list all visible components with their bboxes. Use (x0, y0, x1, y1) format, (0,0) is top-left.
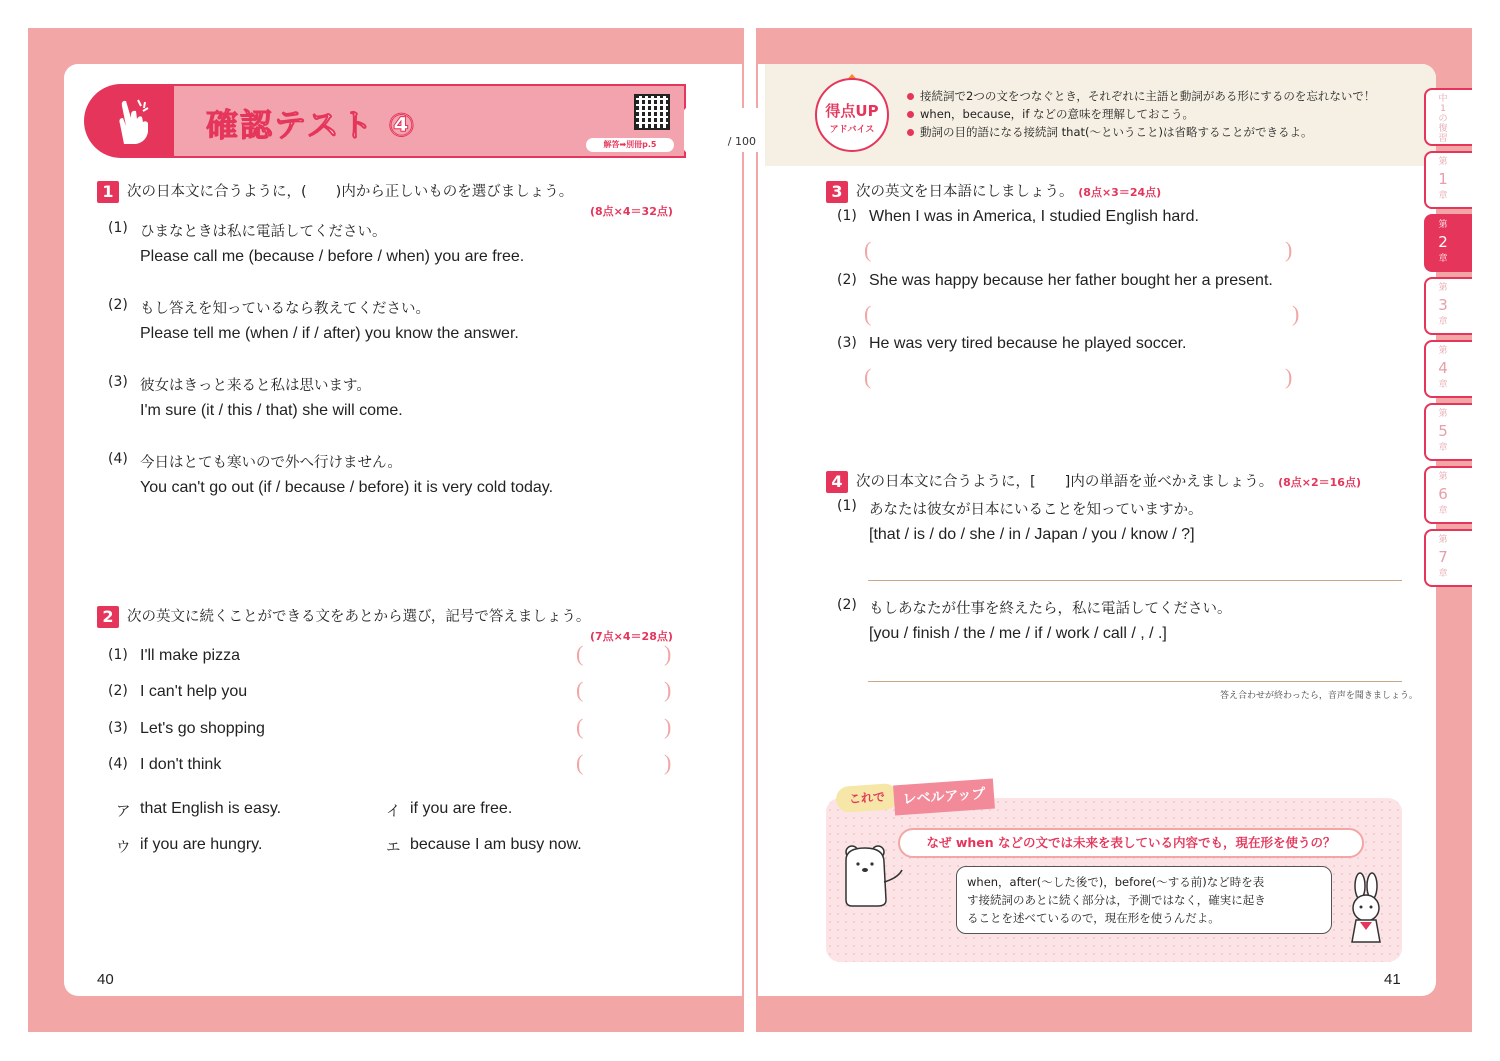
q2-item-number: (3) (108, 720, 128, 736)
q2-header (97, 605, 590, 628)
answer-reference: 解答➡別冊p.5 (586, 138, 674, 152)
answer-paren-open: ( (864, 237, 872, 262)
q4-points: (8点×2＝16点) (1278, 476, 1361, 489)
choice-key: エ (386, 840, 401, 856)
advice-badge-title: 得点UP (825, 102, 879, 120)
q2-item-number: (4) (108, 756, 128, 772)
q4-instruction: 次の日本文に合うように，[ ]内の単語を並べかえましょう。 (856, 474, 1274, 490)
bullet-icon (907, 111, 914, 118)
chapter-tab-7[interactable]: 第 7 章 (1424, 529, 1472, 587)
answer-paren-close: ) (664, 714, 672, 739)
q2-item-english: I'll make pizza (140, 647, 240, 664)
answer-paren-close: ) (664, 750, 672, 775)
pointing-hand-icon (84, 84, 180, 158)
choice-text: because I am busy now. (410, 836, 582, 853)
q1-points: (8点×4＝32点) (590, 205, 673, 218)
q3-item-number: (2) (837, 272, 857, 288)
advice-line: 動詞の目的語になる接続詞 that(～ということ)は省略することができるよ。 (907, 124, 1312, 140)
page-number-right: 41 (1384, 971, 1401, 988)
page-title: 確認テスト ④ (206, 106, 417, 144)
q1-item-english: I'm sure (it / this / that) she will come. (140, 402, 403, 419)
answer-line[interactable] (868, 580, 1402, 581)
q1-header (97, 180, 573, 203)
q1-instruction: 次の日本文に合うように，( )内から正しいものを選びましょう。 (127, 184, 574, 200)
answer-paren-close: ) (1285, 364, 1293, 389)
q4-item-japanese: あなたは彼女が日本にいることを知っていますか。 (869, 502, 1203, 518)
advice-badge-subtitle: アドバイス (829, 125, 875, 135)
q1-item-number: (4) (108, 451, 128, 467)
q3-points: (8点×3＝24点) (1078, 186, 1162, 199)
q4-number: 4 (826, 471, 848, 493)
q1-item-english: You can't go out (if / because / before) it is very cold today. (140, 479, 554, 496)
chapter-tab-1[interactable]: 第 1 章 (1424, 151, 1472, 209)
chapter-tab-2[interactable]: 第 2 章 (1424, 214, 1472, 272)
answer-paren-open: ( (864, 364, 872, 389)
q3-item-english: When I was in America, I studied English hard. (869, 208, 1199, 225)
q4-item-japanese: もしあなたが仕事を終えたら，私に電話してください。 (869, 601, 1232, 617)
q4-item-words: [that / is / do / she / in / Japan / you / know / ?] (869, 526, 1195, 543)
q4-item-number: (2) (837, 597, 857, 613)
q3-header (826, 180, 1161, 203)
advice-box (765, 64, 1436, 166)
choice-text: if you are hungry. (140, 836, 263, 853)
answer-paren-close: ) (1285, 237, 1293, 262)
q4-header (826, 470, 1361, 493)
chapter-tab-6[interactable]: 第 6 章 (1424, 466, 1472, 524)
levelup-question: なぜ when などの文では未来を表している内容でも，現在形を使うの？ (898, 828, 1364, 858)
page-number-left: 40 (97, 971, 114, 988)
q4-item-words: [you / finish / the / me / if / work / call / , / .] (869, 625, 1167, 642)
choice-text: that English is easy. (140, 800, 282, 817)
q2-number: 2 (97, 606, 119, 628)
q2-item-english: Let's go shopping (140, 720, 265, 737)
q4-item-number: (1) (837, 498, 857, 514)
q2-points: (7点×4＝28点) (590, 630, 673, 643)
levelup-tag: これで (835, 783, 899, 813)
q3-item-english: He was very tired because he played soccer. (869, 335, 1187, 352)
answer-paren-close: ) (664, 641, 672, 666)
choice-text: if you are free. (410, 800, 513, 817)
chapter-tab-3[interactable]: 第 3 章 (1424, 277, 1472, 335)
levelup-title: レベルアップ (893, 779, 995, 816)
qr-code-icon[interactable] (634, 94, 670, 130)
q3-item-number: (3) (837, 335, 857, 351)
q1-number: 1 (97, 181, 119, 203)
audio-note: 答え合わせが終わったら，音声を聞きましょう。 (1220, 691, 1418, 701)
q3-instruction: 次の英文を日本語にしましょう。 (856, 184, 1074, 200)
score-box (684, 108, 762, 152)
advice-line: when，because，if などの意味を理解しておこう。 (907, 106, 1194, 122)
chapter-tab-review[interactable]: 中1の復習 (1424, 88, 1472, 146)
choice-key: ア (116, 804, 131, 820)
q2-item-english: I don't think (140, 756, 222, 773)
q1-item-japanese: もし答えを知っているなら教えてください。 (140, 301, 430, 317)
q3-item-english: She was happy because her father bought her a present. (869, 272, 1273, 289)
rabbit-icon (1340, 872, 1392, 948)
chapter-tab-4[interactable]: 第 4 章 (1424, 340, 1472, 398)
title-banner (84, 84, 756, 158)
answer-paren-open: ( (576, 641, 584, 666)
score-total: / 100 (727, 135, 756, 148)
answer-paren-open: ( (864, 301, 872, 326)
choice-key: イ (386, 804, 401, 820)
levelup-answer: when，after(～した後で)，before(～する前)など時を表 す接続詞のあとに続く部分は，予測ではなく，確実に起き ることを述べているので，現在形を使うんだよ。 (956, 866, 1332, 934)
target-score-label: 目標 (686, 95, 705, 105)
q1-item-japanese: 今日はとても寒いので外へ行けません。 (140, 455, 402, 471)
q1-item-english: Please call me (because / before / when) you are free. (140, 248, 525, 265)
answer-paren-open: ( (576, 714, 584, 739)
q2-instruction: 次の英文に続くことができる文をあとから選び，記号で答えましょう。 (127, 609, 591, 625)
q1-item-japanese: ひまなときは私に電話してください。 (140, 224, 387, 240)
answer-paren-close: ) (1292, 301, 1300, 326)
q3-item-number: (1) (837, 208, 857, 224)
bullet-icon (907, 129, 914, 136)
q1-item-number: (3) (108, 374, 128, 390)
answer-paren-close: ) (664, 677, 672, 702)
advice-badge (815, 78, 889, 152)
bear-icon (842, 842, 906, 910)
answer-paren-open: ( (576, 677, 584, 702)
q2-item-english: I can't help you (140, 683, 248, 700)
answer-paren-open: ( (576, 750, 584, 775)
chapter-tab-5[interactable]: 第 5 章 (1424, 403, 1472, 461)
answer-line[interactable] (868, 681, 1402, 682)
q3-number: 3 (826, 181, 848, 203)
choice-key: ウ (116, 840, 131, 856)
q1-item-number: (2) (108, 297, 128, 313)
q2-item-number: (1) (108, 647, 128, 663)
bullet-icon (907, 93, 914, 100)
title-banner-body (174, 84, 756, 158)
q2-item-number: (2) (108, 683, 128, 699)
q1-item-japanese: 彼女はきっと来ると私は思います。 (140, 378, 371, 394)
q1-item-english: Please tell me (when / if / after) you know the answer. (140, 325, 519, 342)
q1-item-number: (1) (108, 220, 128, 236)
advice-line: 接続詞で2つの文をつなぐとき，それぞれに主語と動詞がある形にするのを忘れないで！ (907, 88, 1375, 104)
